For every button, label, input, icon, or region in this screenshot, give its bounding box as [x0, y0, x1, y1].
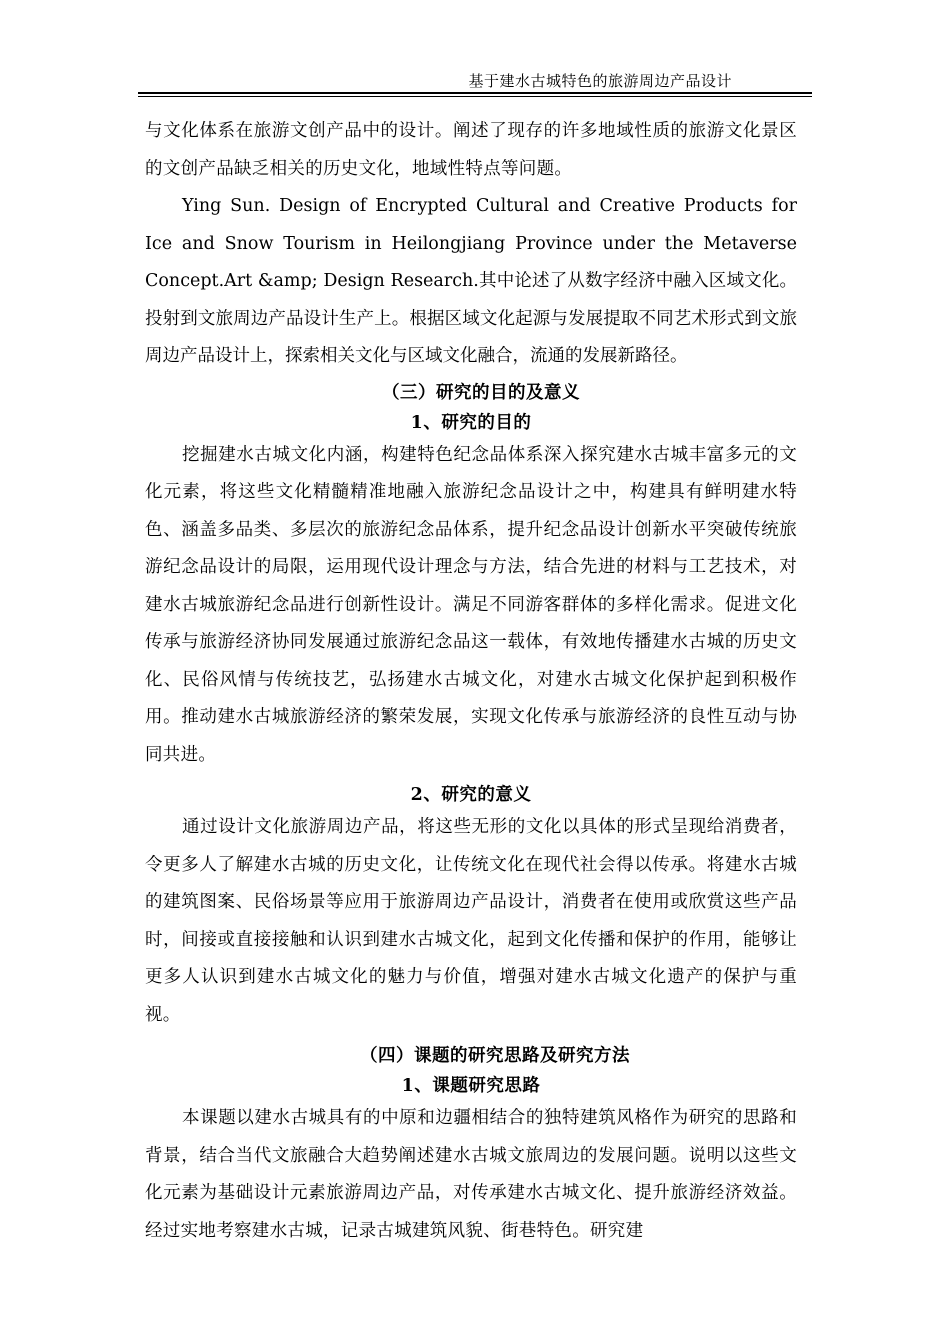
header-rule-thin	[138, 96, 812, 97]
paragraph-research-significance: 通过设计文化旅游周边产品，将这些无形的文化以具体的形式呈现给消费者，令更多人了解建水古城的历史文化，让传统文化在现代社会得以传承。将建水古城的建筑图案、民俗场景等应用于旅游周边产品设计，消费者在使用或欣赏这些产品时，间接或直接接触和认识到建水古城文化，起到文化传播和保护的作用，能够让更多人认识到建水古城文化的魅力与价值，增强对建水古城文化遗产的保护与重视。	[145, 817, 797, 1025]
subheading-research-significance: 2、研究的意义	[410, 785, 532, 805]
subheading-research-approach: 1、课题研究思路	[401, 1076, 541, 1096]
section-heading-methods: （四）课题的研究思路及研究方法	[360, 1046, 630, 1066]
paragraph-reference: Ying Sun. Design of Encrypted Cultural and Creative Products for Ice and Snow Tourism in Heilongjiang Province under the Metaverse Concept.Art &amp; Design Research.其中论述了从数字经济中融入区域文化。投射到文旅周边产品设计生产上。根据区域文化起源与发展提取不同艺术形式到文旅周边产品设计上，探索相关文化与区域文化融合，流通的发展新路径。	[145, 196, 797, 366]
paragraph-research-approach: 本课题以建水古城具有的中原和边疆相结合的独特建筑风格作为研究的思路和背景，结合当代文旅融合大趋势阐述建水古城文旅周边的发展问题。说明以这些文化元素为基础设计元素旅游周边产品，对传承建水古城文化、提升旅游经济效益。经过实地考察建水古城，记录古城建筑风貌、街巷特色。研究建	[145, 1108, 797, 1241]
header-rule	[138, 92, 812, 94]
running-header: 基于建水古城特色的旅游周边产品设计	[468, 72, 732, 90]
subheading-research-purpose: 1、研究的目的	[410, 412, 532, 433]
paragraph-continued: 与文化体系在旅游文创产品中的设计。阐述了现存的许多地域性质的旅游文化景区的文创产品缺乏相关的历史文化，地域性特点等问题。	[145, 121, 797, 179]
section-heading-purpose: （三）研究的目的及意义	[382, 382, 580, 403]
body-text	[145, 113, 797, 1250]
paragraph-research-purpose: 挖掘建水古城文化内涵，构建特色纪念品体系深入探究建水古城丰富多元的文化元素，将这些文化精髓精准地融入旅游纪念品设计之中，构建具有鲜明建水特色、涵盖多品类、多层次的旅游纪念品体系，提升纪念品设计创新水平突破传统旅游纪念品设计的局限，运用现代设计理念与方法，结合先进的材料与工艺技术，对建水古城旅游纪念品进行创新性设计。满足不同游客群体的多样化需求。促进文化传承与旅游经济协同发展通过旅游纪念品这一载体，有效地传播建水古城的历史文化、民俗风情与传统技艺，弘扬建水古城文化，对建水古城文化保护起到积极作用。推动建水古城旅游经济的繁荣发展，实现文化传承与旅游经济的良性互动与协同共进。	[145, 444, 797, 765]
